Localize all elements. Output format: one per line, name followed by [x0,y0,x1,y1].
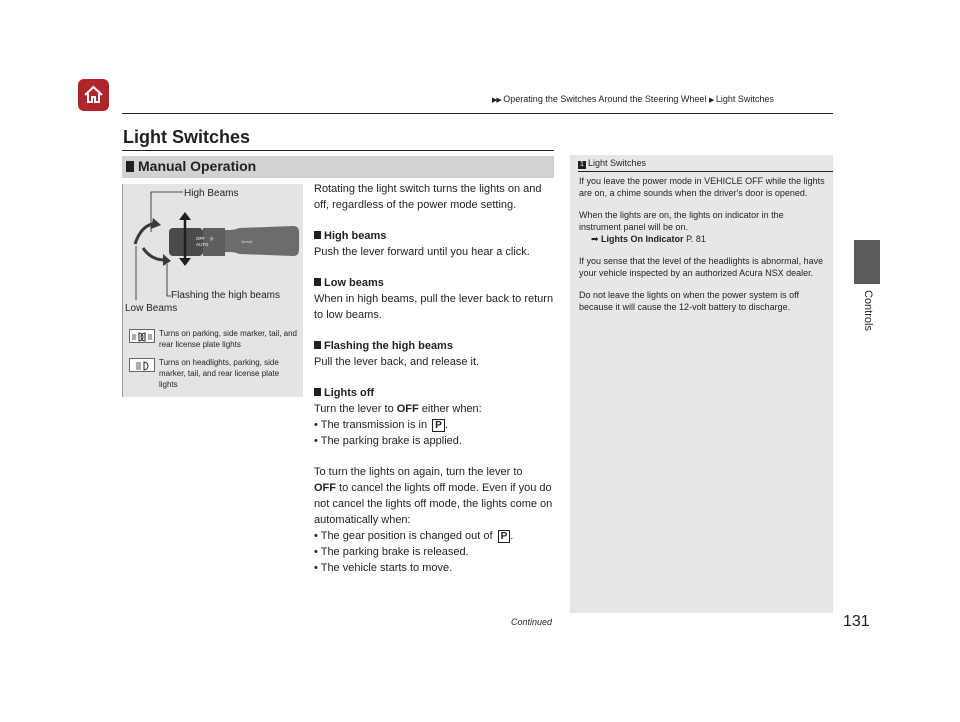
text-high-beams: Push the lever forward until you hear a click. [314,246,530,258]
breadcrumb-arrow-icon: ▶▶ [492,97,501,104]
breadcrumb-item-current[interactable]: Light Switches [715,94,774,104]
label-low-beams: Low Beams [125,303,178,314]
title-rule [122,150,554,151]
list-item: • The gear position is changed out of P . [314,530,514,542]
parking-light-icon [129,329,155,343]
text-turn-on-again: To turn the lights on again, turn the lever to OFF to cancel the lights off mode. Even if you do not cancel the lights off mode, the lights come on automatically when: [314,466,553,526]
headlight-icon [129,358,155,372]
heading-low-beams: Low beams [314,275,554,291]
note-paragraph: Do not leave the lights on when the power system is off because it will cause the 12-volt battery to discharge. [579,290,799,312]
breadcrumb [492,94,774,104]
continued-label: Continued [511,617,553,627]
list-item: • The transmission is in P . [314,419,448,431]
heading-flashing: Flashing the high beams [314,338,554,354]
main-text [314,181,554,576]
lever-position-off: OFF [196,236,205,241]
text-low-beams: When in high beams, pull the lever back to return to low beams. [314,293,554,321]
list-item: • The vehicle starts to move. [314,562,453,574]
section-square-icon [126,161,134,172]
cross-reference-link[interactable]: ➡ Lights On Indicator P. 81 [591,234,706,244]
park-position-icon: P [498,530,511,543]
heading-lights-off: Lights off [314,385,554,401]
note-paragraph: If you sense that the level of the headlights is abnormal, have your vehicle inspected by an authorized Acura NSX dealer. [579,256,824,278]
label-flashing-high-beams: Flashing the high beams [171,290,280,301]
header-rule [122,113,833,114]
notes-body [579,175,825,323]
page-number: 131 [843,613,870,630]
svg-text:⇦⇨: ⇦⇨ [241,238,253,246]
list-item: • The parking brake is released. [314,546,469,558]
bullet-square-icon [314,341,321,349]
bullet-square-icon [314,231,321,239]
home-icon[interactable] [78,79,109,111]
note-paragraph: When the lights are on, the lights on indicator in the instrument panel will be on. ➡ Lights On Indicator P. 81 [579,210,784,244]
side-tab-marker [854,240,880,284]
notes-heading: 1 Light Switches [578,158,646,169]
notes-panel [570,155,833,613]
heading-high-beams: High beams [314,228,554,244]
bullet-square-icon [314,388,321,396]
note-paragraph: If you leave the power mode in VEHICLE OFF while the lights are on, a chime sounds when the driver's door is opened. [579,176,825,198]
label-high-beams: High Beams [184,188,239,199]
legend-parking-text: Turns on parking, side marker, tail, and rear license plate lights [159,329,297,349]
home-icon-glyph [83,84,104,105]
intro-paragraph: Rotating the light switch turns the lights on and off, regardless of the power mode setting. [314,183,542,211]
side-tab-text: Controls [862,290,874,331]
park-position-icon: P [432,419,445,432]
legend-headlight-text: Turns on headlights, parking, side marker, tail, and rear license plate lights [159,358,280,389]
section-heading-bar [122,156,554,178]
bullet-square-icon [314,278,321,286]
breadcrumb-item-parent[interactable]: Operating the Switches Around the Steering Wheel [503,94,707,104]
list-item: • The parking brake is applied. [314,435,462,447]
reference-arrow-icon: ➡ [591,234,602,244]
side-tab-label[interactable] [852,290,882,350]
lever-position-auto: AUTO [196,242,209,247]
breadcrumb-arrow-icon: ▶ [708,97,714,104]
text-flashing: Pull the lever back, and release it. [314,356,480,368]
text-lights-off: Turn the lever to OFF either when: [314,403,482,415]
note-number-icon: 1 [578,161,586,169]
page-title: Light Switches [123,127,251,147]
light-switch-illustration [122,184,303,397]
section-heading: Manual Operation [138,158,257,174]
notes-rule [578,171,833,172]
svg-text:☼: ☼ [209,236,215,243]
